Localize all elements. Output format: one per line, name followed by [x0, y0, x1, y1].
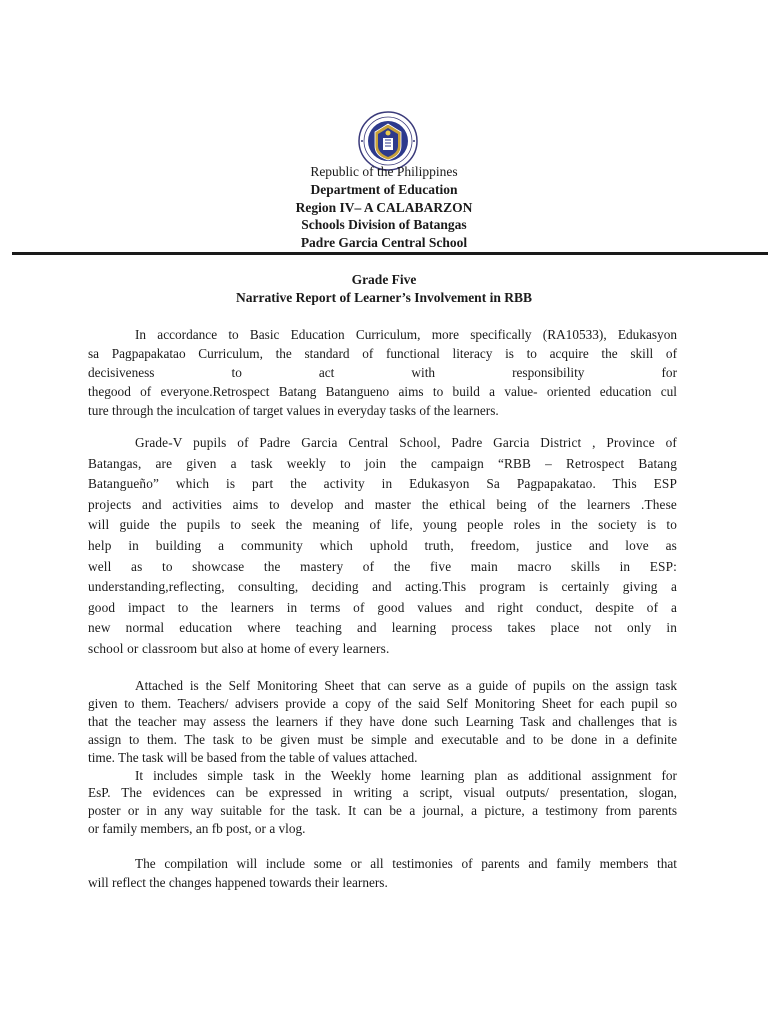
- paragraph-line: will reflect the changes happened towards their learners.: [88, 875, 388, 890]
- paragraph-2: [88, 433, 677, 660]
- paragraph-line: poster or in any way suitable for the task. It can be a journal, a picture, a testimony from parents: [88, 803, 677, 819]
- paragraph-line: time. The task will be based from the table of values attached.: [88, 749, 418, 765]
- paragraph-line: understanding,reflecting, consulting, deciding and acting.This program is certainly giving a: [88, 579, 677, 595]
- paragraph-line: thegood of everyone.Retrospect Batang Batangueno aims to build a value- oriented education cul: [88, 384, 677, 399]
- letterhead: [0, 163, 768, 252]
- republic-line: Republic of the Philippines: [310, 164, 458, 179]
- paragraph-4: [88, 854, 677, 892]
- school-line: Padre Garcia Central School: [300, 235, 468, 251]
- report-title: Narrative Report of Learner’s Involvement in RBB: [236, 290, 532, 305]
- paragraph-line: projects and activities aims to develop and master the ethical being of the learners .These: [88, 496, 677, 512]
- paragraph-line: given to them. Teachers/ advisers provide a copy of the said Self Monitoring Sheet for each pupil so: [88, 695, 677, 711]
- document-titles: [0, 271, 768, 307]
- paragraph-line: EsP. The evidences can be expressed in writing a script, visual outputs/ presentation, slogan,: [88, 785, 677, 801]
- paragraph-line: new normal education where teaching and learning process takes place not only in: [88, 620, 677, 636]
- grade-title: Grade Five: [351, 272, 417, 287]
- paragraph-3: [88, 677, 677, 838]
- paragraph-line: help in building a community which uphold truth, freedom, justice and love as: [88, 537, 677, 553]
- paragraph-line: school or classroom but also at home of every learners.: [88, 640, 390, 656]
- paragraph-1: [88, 325, 677, 420]
- paragraph-line: It includes simple task in the Weekly home learning plan as additional assignment for: [135, 767, 677, 783]
- header-divider: [12, 252, 768, 255]
- paragraph-line: Batangas, are given a task weekly to join the campaign “RBB – Retrospect Batang: [88, 455, 677, 471]
- paragraph-line: In accordance to Basic Education Curriculum, more specifically (RA10533), Edukasyon: [135, 327, 677, 342]
- paragraph-line: decisiveness to act with responsibility for: [88, 365, 677, 380]
- paragraph-line: that the teacher may assess the learners if they have done such Learning Task and challenges that is: [88, 713, 677, 729]
- paragraph-line: assign to them. The task to be given must be simple and executable and to be done in a definite: [88, 731, 677, 747]
- paragraph-line: ture through the inculcation of target values in everyday tasks of the learners.: [88, 403, 499, 418]
- paragraph-line: or family members, an fb post, or a vlog.: [88, 821, 306, 837]
- paragraph-line: sa Pagpapakatao Curriculum, the standard of functional literacy is to acquire the skill of: [88, 346, 677, 361]
- paragraph-line: The compilation will include some or all testimonies of parents and family members that: [135, 856, 677, 871]
- paragraph-line: well as to showcase the mastery of the five main macro skills in ESP:: [88, 558, 677, 574]
- paragraph-line: will guide the pupils to seek the meaning of life, young people roles in the society is to: [88, 517, 677, 533]
- paragraph-line: good impact to the learners in terms of good values and right conduct, despite of a: [88, 599, 677, 615]
- paragraph-line: Attached is the Self Monitoring Sheet that can serve as a guide of pupils on the assign task: [135, 678, 677, 693]
- paragraph-line: Grade-V pupils of Padre Garcia Central School, Padre Garcia District , Province of: [135, 435, 677, 450]
- division-line: Schools Division of Batangas: [301, 217, 467, 233]
- paragraph-line: Batangueño” which is part the activity in Edukasyon Sa Pagpapakatao. This ESP: [88, 476, 677, 492]
- region-line: Region IV– A CALABARZON: [295, 199, 473, 215]
- department-line: Department of Education: [310, 181, 458, 197]
